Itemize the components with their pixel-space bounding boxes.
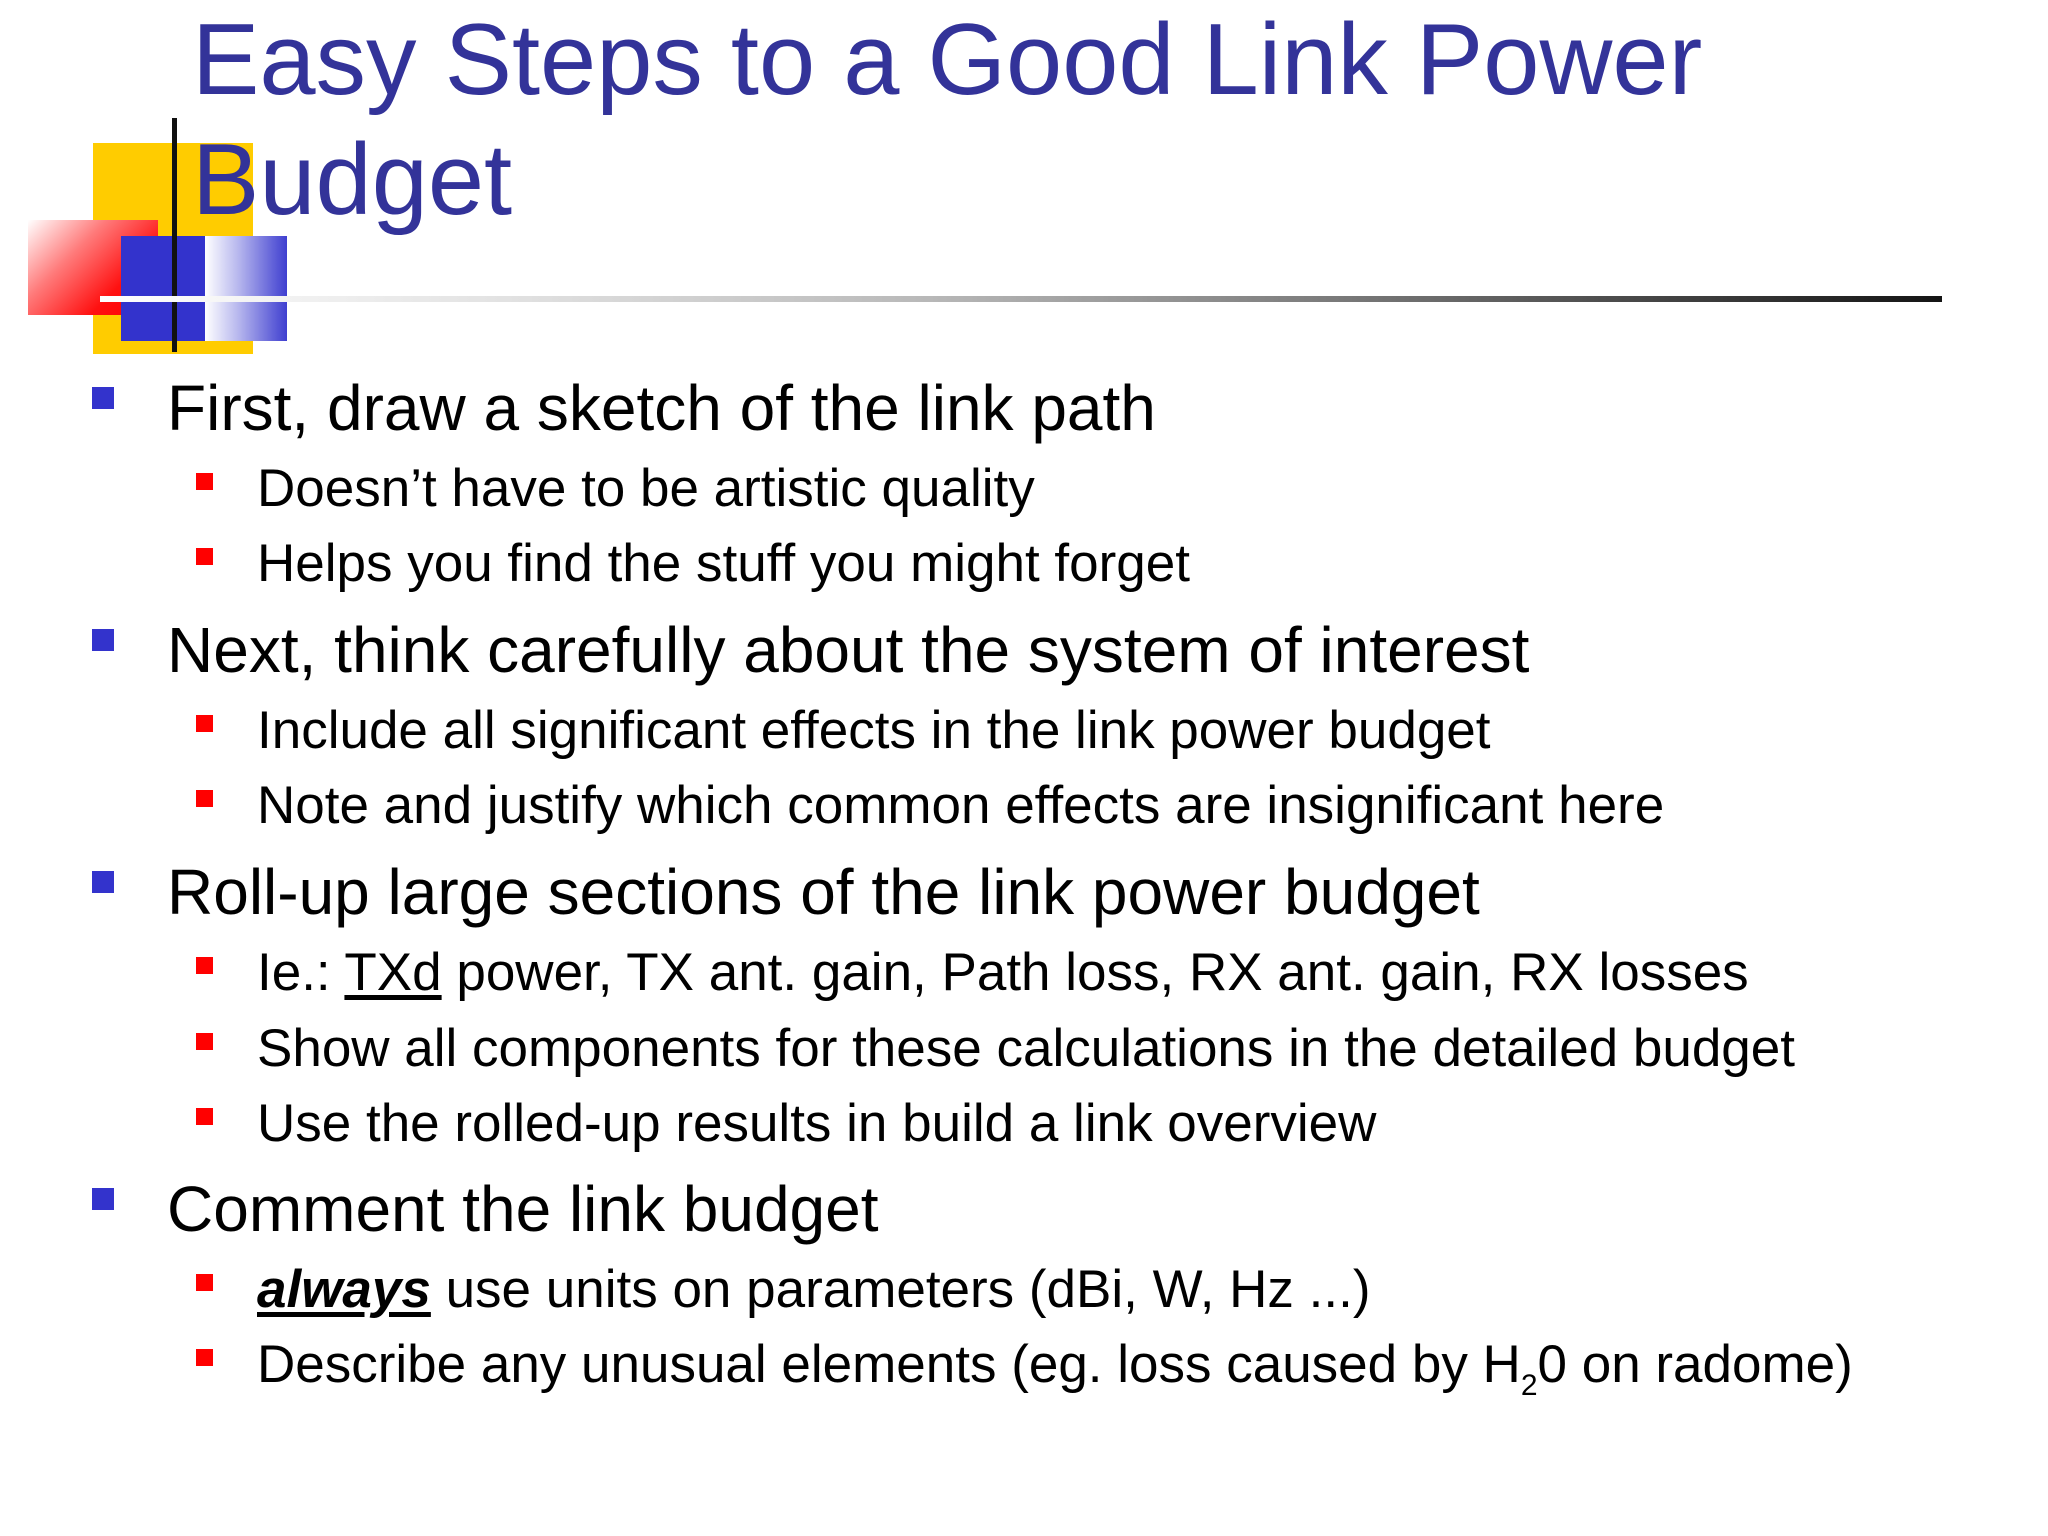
bullet-text: Include all significant effects in the link power budget [257, 701, 1491, 760]
square-bullet-icon [196, 1274, 213, 1291]
square-bullet-icon [196, 715, 213, 732]
bullet-text: Use the rolled-up results in build a link overview [257, 1094, 1377, 1153]
square-bullet-icon [196, 1108, 213, 1125]
bullet-text [257, 942, 1749, 1004]
bullet-text-suffix: 0 on radome) [1537, 1335, 1853, 1394]
bullet-text: Show all components for these calculations in the detailed budget [257, 1019, 1795, 1078]
bullet-text-suffix: power, TX ant. gain, Path loss, RX ant. gain, RX losses [441, 943, 1749, 1002]
bullet-text: Helps you find the stuff you might forget [257, 534, 1190, 593]
bullet-text: First, draw a sketch of the link path [167, 372, 1156, 444]
slide-title: Easy Steps to a Good Link Power Budget [192, 4, 1703, 236]
square-bullet-icon [196, 790, 213, 807]
bullet-text-prefix: Describe any unusual elements (eg. loss caused by H [257, 1335, 1521, 1394]
bullet-text [257, 1334, 1853, 1404]
logo-blue-square [121, 236, 205, 341]
bullet-text: Roll-up large sections of the link power budget [167, 856, 1480, 928]
emphasized-word: always [257, 1260, 431, 1319]
logo-blue-gradient-square [205, 236, 287, 341]
bullet-text: Doesn’t have to be artistic quality [257, 459, 1035, 518]
square-bullet-icon [196, 957, 213, 974]
square-bullet-icon [92, 387, 114, 409]
subscript-digit: 2 [1520, 1369, 1538, 1402]
square-bullet-icon [92, 629, 114, 651]
bullet-text: Note and justify which common effects are insignificant here [257, 776, 1665, 835]
title-vertical-rule [172, 118, 177, 352]
bullet-text-prefix: Ie.: [257, 943, 345, 1002]
bullet-text: Next, think carefully about the system of interest [167, 614, 1530, 686]
title-underline-rule [100, 296, 1942, 302]
bullet-text: Comment the link budget [167, 1173, 879, 1245]
bullet-text [257, 1259, 1370, 1321]
square-bullet-icon [196, 473, 213, 490]
underlined-term: TXd [344, 943, 442, 1002]
bullet-text-suffix: use units on parameters (dBi, W, Hz ...) [430, 1260, 1371, 1319]
square-bullet-icon [92, 1188, 114, 1210]
square-bullet-icon [196, 1349, 213, 1366]
square-bullet-icon [196, 1033, 213, 1050]
square-bullet-icon [92, 871, 114, 893]
square-bullet-icon [196, 548, 213, 565]
